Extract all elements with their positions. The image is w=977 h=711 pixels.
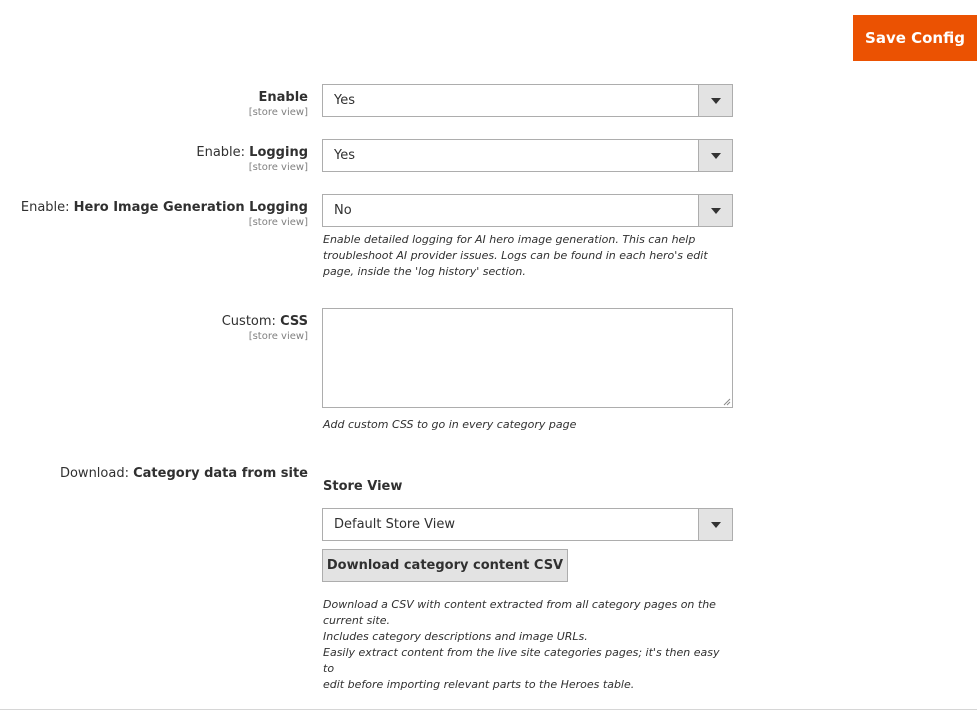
field-label-download: Download: Category data from site [59,466,308,481]
resize-grip-icon[interactable] [723,398,731,406]
field-label-hero-logging: Enable: Hero Image Generation Logging [store view] [20,200,308,228]
scope-label: [store view] [248,107,308,118]
section-divider [0,709,977,710]
save-config-button[interactable]: Save Config [853,15,977,61]
chevron-down-icon [698,509,732,540]
chevron-down-icon [698,195,732,226]
logging-select[interactable] [322,139,733,172]
custom-css-textarea[interactable] [322,308,733,408]
hero-logging-select[interactable] [322,194,733,227]
field-label-custom-css: Custom: CSS [store view] [221,314,308,342]
hero-logging-note: Enable detailed logging for AI hero image generation. This can help troubleshoot AI provider issues. Logs can be found in each hero's edit page, inside the 'log history' section. [323,233,708,278]
download-note: Download a CSV with content extracted from all category pages on the current site. Includes category descriptions and image URLs. Easily extract content from the live site categories pages; it's then easy to edit before importing relevant parts to the Heroes table. [323,598,720,691]
chevron-down-icon [698,140,732,171]
field-title: CSS [280,314,308,329]
field-title: Enable [258,90,308,105]
field-label-enable [249,86,308,119]
store-view-heading: Store View [323,479,403,494]
download-csv-button[interactable]: Download category content CSV [322,549,568,582]
field-title: Logging [249,145,308,160]
select-value: Yes [334,93,355,108]
enable-select[interactable] [322,84,733,117]
chevron-down-icon [698,85,732,116]
select-value: Default Store View [334,517,455,532]
store-view-select[interactable] [322,508,733,541]
select-value: Yes [334,148,355,163]
field-title: Category data from site [133,466,308,481]
scope-label: [store view] [248,162,308,173]
select-value: No [334,203,352,218]
field-title: Hero Image Generation Logging [73,200,308,215]
field-label-logging: Enable: Logging [store view] [196,145,308,173]
custom-css-note: Add custom CSS to go in every category page [323,418,577,431]
scope-label: [store view] [248,217,308,228]
scope-label: [store view] [248,331,308,342]
